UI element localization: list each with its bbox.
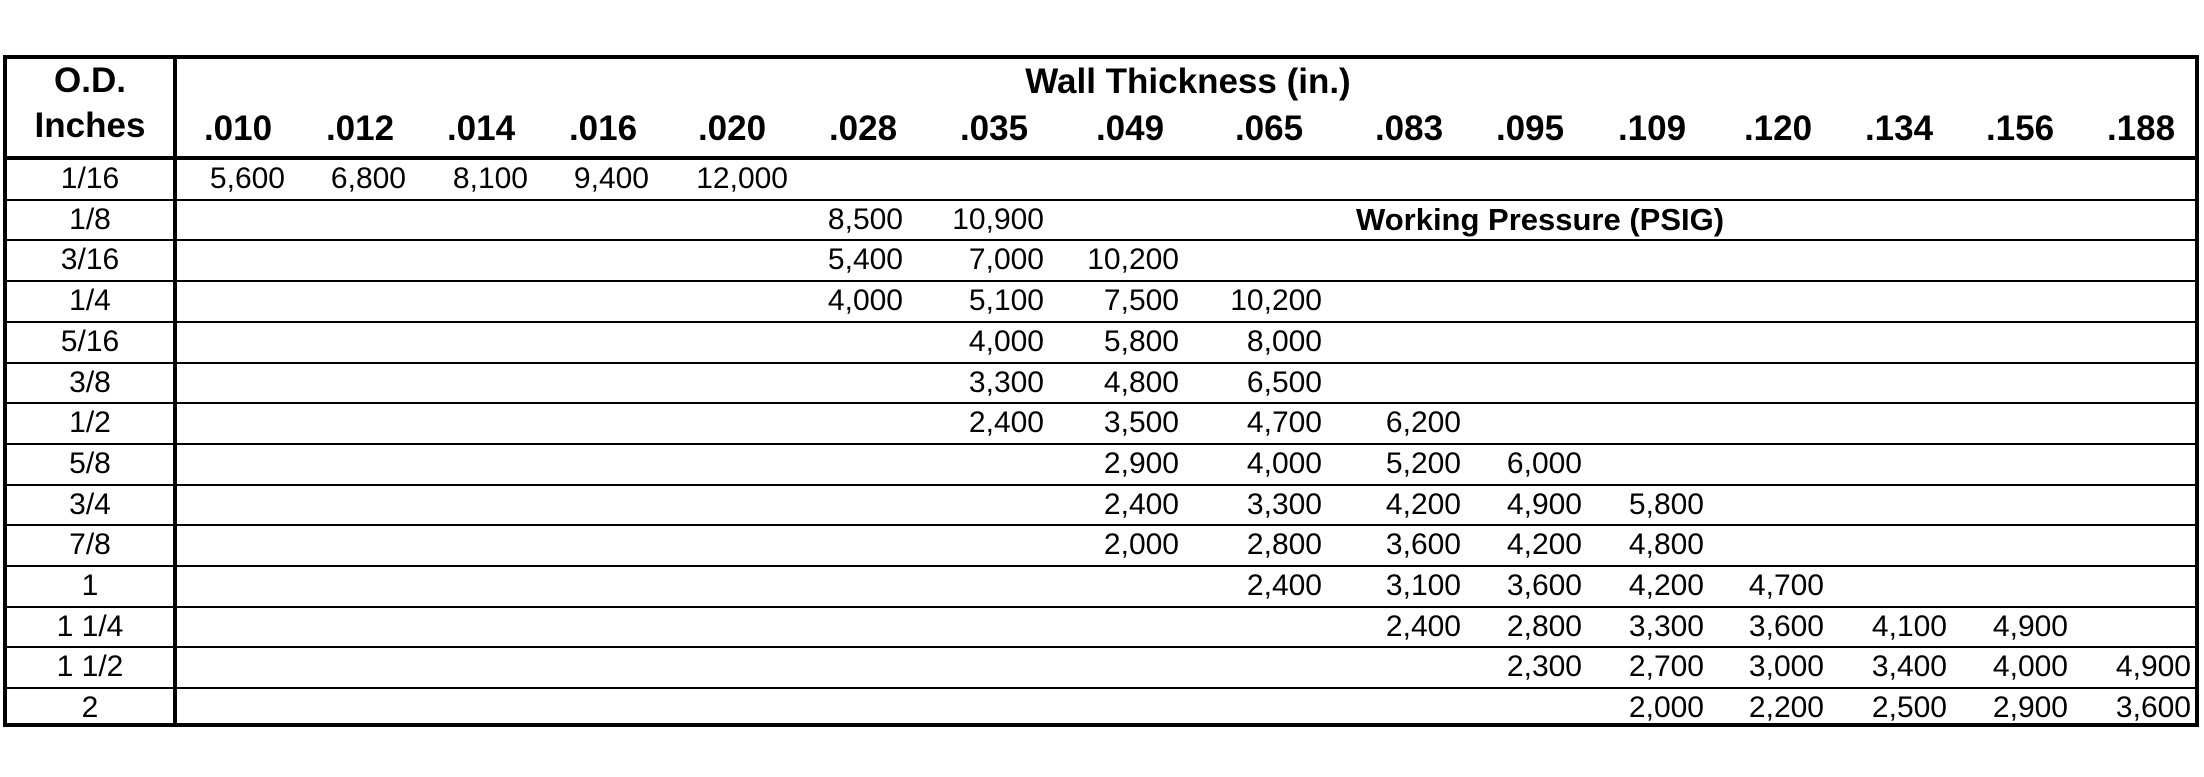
pressure-cell: 10,200 bbox=[1087, 243, 1179, 277]
pressure-cell: 4,900 bbox=[1506, 487, 1582, 521]
column-header: .120 bbox=[1743, 109, 1813, 148]
pressure-cell: 5,600 bbox=[209, 162, 285, 195]
pressure-cell: 4,800 bbox=[1628, 528, 1704, 562]
pressure-cell: 6,200 bbox=[1385, 406, 1461, 440]
od-cell: 1/16 bbox=[60, 162, 120, 195]
pressure-cell: 6,500 bbox=[1246, 365, 1322, 399]
pressure-cell: 3,600 bbox=[1385, 528, 1461, 562]
column-header: .156 bbox=[1985, 109, 2055, 148]
od-cell: 1/2 bbox=[69, 406, 111, 440]
pressure-table bbox=[3, 55, 2199, 727]
od-cell: 3/16 bbox=[60, 243, 120, 277]
pressure-cell: 3,300 bbox=[1628, 609, 1704, 643]
pressure-cell: 8,000 bbox=[1246, 324, 1322, 358]
pressure-cell: 6,800 bbox=[330, 162, 406, 195]
od-cell: 1 bbox=[81, 569, 99, 602]
pressure-cell: 3,400 bbox=[1871, 650, 1947, 684]
pressure-cell: 2,800 bbox=[1246, 528, 1322, 562]
od-cell: 1 1/4 bbox=[56, 609, 124, 643]
pressure-cell: 3,300 bbox=[1246, 487, 1322, 521]
od-cell: 1 1/2 bbox=[56, 650, 124, 684]
column-header: .016 bbox=[568, 109, 638, 148]
pressure-cell: 4,800 bbox=[1103, 365, 1179, 399]
column-header: .028 bbox=[828, 109, 898, 148]
pressure-cell: 4,900 bbox=[2115, 650, 2191, 684]
column-header: .083 bbox=[1374, 109, 1444, 148]
pressure-cell: 3,300 bbox=[968, 365, 1044, 399]
pressure-cell: 3,600 bbox=[1506, 569, 1582, 602]
pressure-cell: 2,400 bbox=[1246, 569, 1322, 602]
pressure-cell: 5,400 bbox=[827, 243, 903, 277]
column-header: .014 bbox=[446, 109, 516, 148]
pressure-cell: 5,800 bbox=[1103, 324, 1179, 358]
column-header: .095 bbox=[1495, 109, 1565, 148]
pressure-cell: 4,100 bbox=[1871, 609, 1947, 643]
pressure-cell: 5,200 bbox=[1385, 446, 1461, 480]
pressure-cell: 6,000 bbox=[1506, 446, 1582, 480]
pressure-cell: 5,100 bbox=[968, 284, 1044, 318]
column-header: .134 bbox=[1864, 109, 1934, 148]
pressure-cell: 2,000 bbox=[1103, 528, 1179, 562]
pressure-cell: 4,200 bbox=[1628, 569, 1704, 602]
pressure-cell: 4,000 bbox=[827, 284, 903, 318]
od-cell: 1/8 bbox=[69, 202, 111, 236]
pressure-cell: 2,500 bbox=[1871, 691, 1947, 725]
pressure-cell: 12,000 bbox=[696, 162, 788, 195]
od-cell: 1/4 bbox=[69, 284, 111, 318]
pressure-cell: 2,200 bbox=[1748, 691, 1824, 725]
pressure-cell: 3,000 bbox=[1748, 650, 1824, 684]
pressure-cell: 2,400 bbox=[1385, 609, 1461, 643]
pressure-cell: 10,200 bbox=[1230, 284, 1322, 318]
pressure-cell: 8,100 bbox=[452, 162, 528, 195]
pressure-cell: 7,000 bbox=[968, 243, 1044, 277]
pressure-cell: 4,000 bbox=[968, 324, 1044, 358]
pressure-cell: 9,400 bbox=[573, 162, 649, 195]
pressure-cell: 4,700 bbox=[1748, 569, 1824, 602]
column-header: .020 bbox=[697, 109, 767, 148]
column-header: .035 bbox=[959, 109, 1029, 148]
column-header: .010 bbox=[203, 109, 273, 148]
pressure-cell: 2,800 bbox=[1506, 609, 1582, 643]
pressure-cell: 2,400 bbox=[968, 406, 1044, 440]
pressure-cell: 10,900 bbox=[952, 202, 1044, 236]
od-cell: 3/8 bbox=[69, 365, 111, 399]
pressure-cell: 3,100 bbox=[1385, 569, 1461, 602]
pressure-cell: 2,400 bbox=[1103, 487, 1179, 521]
pressure-cell: 2,700 bbox=[1628, 650, 1704, 684]
pressure-cell: 4,000 bbox=[1246, 446, 1322, 480]
pressure-cell: 4,200 bbox=[1506, 528, 1582, 562]
od-cell: 5/16 bbox=[60, 324, 120, 358]
pressure-cell: 7,500 bbox=[1103, 284, 1179, 318]
row-divider bbox=[7, 199, 2195, 201]
od-cell: 5/8 bbox=[69, 446, 111, 480]
pressure-cell: 4,700 bbox=[1246, 406, 1322, 440]
wall-thickness-header: Wall Thickness (in.) bbox=[1025, 62, 1351, 101]
pressure-cell: 3,600 bbox=[1748, 609, 1824, 643]
pressure-cell: 8,500 bbox=[827, 202, 903, 236]
od-cell: 7/8 bbox=[69, 528, 111, 562]
column-header: .188 bbox=[2106, 109, 2176, 148]
pressure-cell: 5,800 bbox=[1628, 487, 1704, 521]
column-header: .049 bbox=[1095, 109, 1165, 148]
pressure-cell: 3,500 bbox=[1103, 406, 1179, 440]
pressure-cell: 3,600 bbox=[2115, 691, 2191, 725]
pressure-cell: 4,000 bbox=[1992, 650, 2068, 684]
od-cell: 2 bbox=[81, 691, 99, 725]
od-header-line2: Inches bbox=[34, 106, 146, 145]
column-header: .065 bbox=[1234, 109, 1304, 148]
pressure-cell: 4,200 bbox=[1385, 487, 1461, 521]
column-header: .012 bbox=[325, 109, 395, 148]
od-cell: 3/4 bbox=[69, 487, 111, 521]
row-divider bbox=[7, 565, 2195, 567]
pressure-cell: 2,900 bbox=[1992, 691, 2068, 725]
od-header-line1: O.D. bbox=[54, 61, 126, 100]
pressure-cell: 2,000 bbox=[1628, 691, 1704, 725]
pressure-cell: 2,300 bbox=[1506, 650, 1582, 684]
pressure-cell: 2,900 bbox=[1103, 446, 1179, 480]
column-header: .109 bbox=[1617, 109, 1687, 148]
working-pressure-label: Working Pressure (PSIG) bbox=[1356, 201, 1725, 237]
pressure-cell: 4,900 bbox=[1992, 609, 2068, 643]
